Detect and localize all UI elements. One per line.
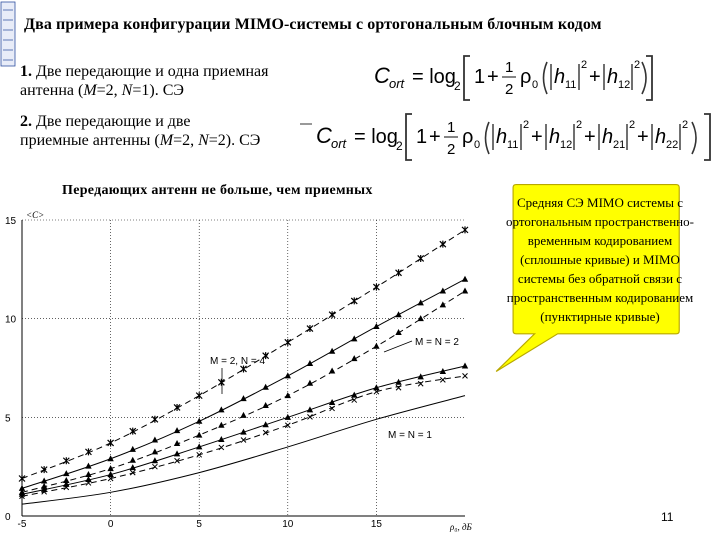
- y-tick-label: 10: [5, 314, 17, 326]
- y-tick-label: 5: [5, 413, 11, 425]
- formula-h: h: [554, 66, 566, 88]
- formula-square: 2: [523, 119, 530, 131]
- config-item-1: [20, 62, 320, 100]
- triangle-marker: [196, 418, 202, 424]
- formula-square: 2: [629, 119, 636, 131]
- x-axis-label: ρ₀, дБ: [450, 522, 472, 532]
- formula-lhs-sub: ort: [389, 76, 405, 91]
- triangle-marker: [418, 299, 424, 305]
- x-marker: [152, 464, 157, 469]
- x-tick-label: 10: [282, 519, 294, 530]
- callout-text: Средняя СЭ MIMO системы с ортогональным пространственно-временным кодированием (сплошные кривые) и MIMO системы без обратной связи с пространственным кодированием (пунктирные кривые): [506, 195, 694, 324]
- formula-log: = log: [354, 126, 398, 148]
- config-item-2: [20, 112, 320, 150]
- curve-annotation: M = 2, N = 4: [210, 356, 266, 367]
- star-marker: [63, 457, 69, 464]
- x-marker: [307, 414, 312, 419]
- formula-square: 2: [576, 119, 583, 131]
- m-variable: M: [83, 82, 97, 99]
- triangle-marker: [196, 432, 202, 438]
- star-marker: [108, 439, 114, 446]
- x-marker: [285, 423, 290, 428]
- formula-frac-den: 2: [505, 81, 514, 98]
- triangle-marker: [130, 457, 136, 463]
- formula-h: h: [607, 66, 619, 88]
- star-marker: [196, 392, 202, 399]
- formula-lhs: C: [316, 123, 332, 148]
- formula-h: h: [549, 126, 561, 148]
- page-number: 11: [661, 510, 674, 524]
- formula-log-base: 2: [454, 79, 461, 93]
- x-marker: [396, 385, 401, 390]
- triangle-marker: [285, 372, 291, 378]
- star-marker: [307, 325, 313, 332]
- formula-frac-den: 2: [447, 141, 456, 158]
- y-tick-label: 15: [5, 216, 17, 227]
- star-marker: [152, 416, 158, 423]
- item-line1: Две передающие и две: [36, 113, 191, 130]
- triangle-marker: [285, 392, 291, 398]
- m-equals: =2,: [173, 132, 199, 149]
- triangle-marker: [373, 323, 379, 329]
- triangle-marker: [152, 448, 158, 454]
- triangle-marker: [418, 315, 424, 321]
- formula-square: 2: [634, 59, 641, 71]
- formula-rho: ρ: [462, 126, 474, 148]
- x-tick-label: 5: [196, 519, 202, 530]
- x-tick-label: 15: [370, 519, 382, 530]
- y-axis-label: <C>: [26, 210, 45, 220]
- triangle-marker: [395, 379, 401, 385]
- series-line: [22, 230, 465, 479]
- formula-one: 1: [474, 66, 486, 88]
- item-number: 2.: [20, 113, 32, 130]
- formula-h-sub: 11: [507, 139, 519, 151]
- formula-lhs: C: [374, 63, 390, 88]
- curve-annotation: M = N = 1: [388, 430, 432, 441]
- formula-1: [374, 50, 654, 106]
- formula-h-sub: 12: [618, 79, 631, 91]
- star-marker: [396, 269, 402, 276]
- triangle-marker: [462, 288, 468, 294]
- x-marker: [197, 452, 202, 457]
- x-marker: [463, 373, 468, 378]
- y-tick-label: 0: [5, 512, 11, 523]
- star-marker: [462, 226, 468, 233]
- triangle-marker: [329, 367, 335, 373]
- star-marker: [329, 311, 335, 318]
- star-marker: [285, 339, 291, 346]
- n-variable: N: [121, 82, 133, 99]
- formula-square: 2: [682, 119, 689, 131]
- m-variable: M: [159, 132, 174, 149]
- formula-frac-num: 1: [447, 119, 456, 136]
- formula-frac-num: 1: [505, 59, 514, 76]
- formula-plus: +: [429, 126, 441, 148]
- item-line1: Две передающие и одна приемная: [36, 63, 269, 80]
- formula-h-sub: 12: [560, 139, 573, 151]
- star-marker: [218, 379, 224, 386]
- triangle-marker: [462, 276, 468, 282]
- formula-2: [300, 108, 716, 166]
- formula-plus: +: [531, 126, 543, 148]
- formula-h: h: [496, 126, 508, 148]
- m-equals: =2,: [96, 82, 122, 99]
- star-marker: [373, 284, 379, 291]
- series-line: [22, 291, 465, 492]
- formula-rho-sub: 0: [474, 139, 481, 151]
- star-marker: [440, 241, 446, 248]
- formula-lhs-sub: ort: [331, 136, 347, 151]
- item-line2-prefix: антенна (: [20, 82, 84, 99]
- formula-log: = log: [412, 66, 456, 88]
- n-variable: N: [198, 132, 209, 149]
- formula-plus: +: [584, 126, 596, 148]
- formula-rho: ρ: [520, 66, 532, 88]
- formula-one: 1: [416, 126, 428, 148]
- formula-h-sub: 22: [666, 139, 679, 151]
- triangle-marker: [351, 335, 357, 341]
- triangle-marker: [440, 288, 446, 294]
- triangle-marker: [240, 412, 246, 418]
- triangle-marker: [395, 311, 401, 317]
- chart-ticks: [5, 210, 473, 532]
- star-marker: [418, 255, 424, 262]
- item-line2-prefix: приемные антенны (: [20, 132, 160, 149]
- formula-h: h: [655, 126, 667, 148]
- x-marker: [418, 381, 423, 386]
- capacity-chart: [0, 200, 490, 540]
- triangle-marker: [418, 373, 424, 379]
- star-marker: [351, 297, 357, 304]
- triangle-marker: [373, 343, 379, 349]
- formula-plus: +: [589, 66, 601, 88]
- x-marker: [219, 445, 224, 450]
- formula-plus: +: [487, 66, 499, 88]
- formula-plus: +: [637, 126, 649, 148]
- formula-log-base: 2: [396, 139, 403, 153]
- formula-h-sub: 11: [565, 79, 577, 91]
- n-equals: =2). СЭ: [208, 132, 261, 149]
- curve-annotation: M = N = 2: [415, 337, 459, 348]
- triangle-marker: [462, 363, 468, 369]
- formula-h: h: [602, 126, 614, 148]
- formula-square: 2: [581, 59, 588, 71]
- university-logo: [0, 0, 18, 70]
- triangle-marker: [329, 399, 335, 405]
- slide-title: Два примера конфигурации MIMO-системы с ортогональным блочным кодом: [24, 16, 602, 33]
- n-equals: =1). СЭ: [132, 82, 184, 99]
- formula-rho-sub: 0: [532, 79, 539, 91]
- x-tick-label: -5: [17, 519, 27, 530]
- item-number: 1.: [20, 63, 32, 80]
- star-marker: [19, 475, 25, 482]
- formula-h-sub: 21: [613, 139, 626, 151]
- triangle-marker: [351, 392, 357, 398]
- triangle-marker: [329, 348, 335, 354]
- x-tick-label: 0: [107, 519, 114, 530]
- annotation-leader: [384, 341, 412, 352]
- triangle-marker: [440, 301, 446, 307]
- chart-title: Передающих антенн не больше, чем приемных: [62, 183, 373, 198]
